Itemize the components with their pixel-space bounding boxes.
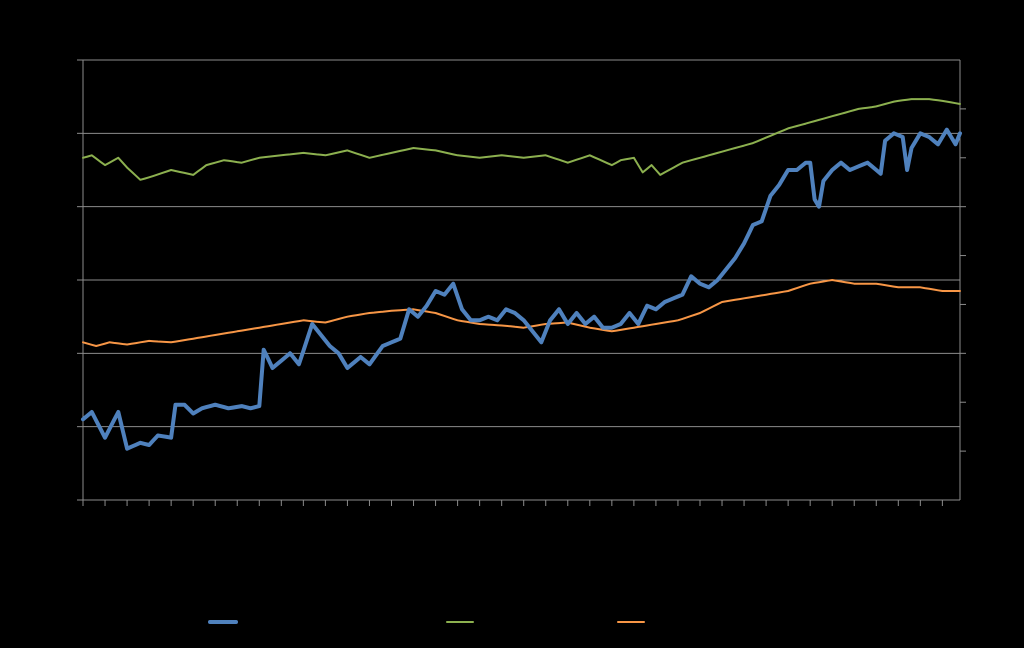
- series-line-1: [83, 130, 960, 449]
- series-lines: [83, 99, 960, 449]
- legend-swatch-2: [446, 621, 474, 623]
- series-line-3: [83, 280, 960, 346]
- legend-swatch-1: [208, 620, 238, 624]
- legend-swatch-3: [617, 621, 645, 623]
- series-line-2: [83, 99, 960, 180]
- axes: [77, 60, 966, 506]
